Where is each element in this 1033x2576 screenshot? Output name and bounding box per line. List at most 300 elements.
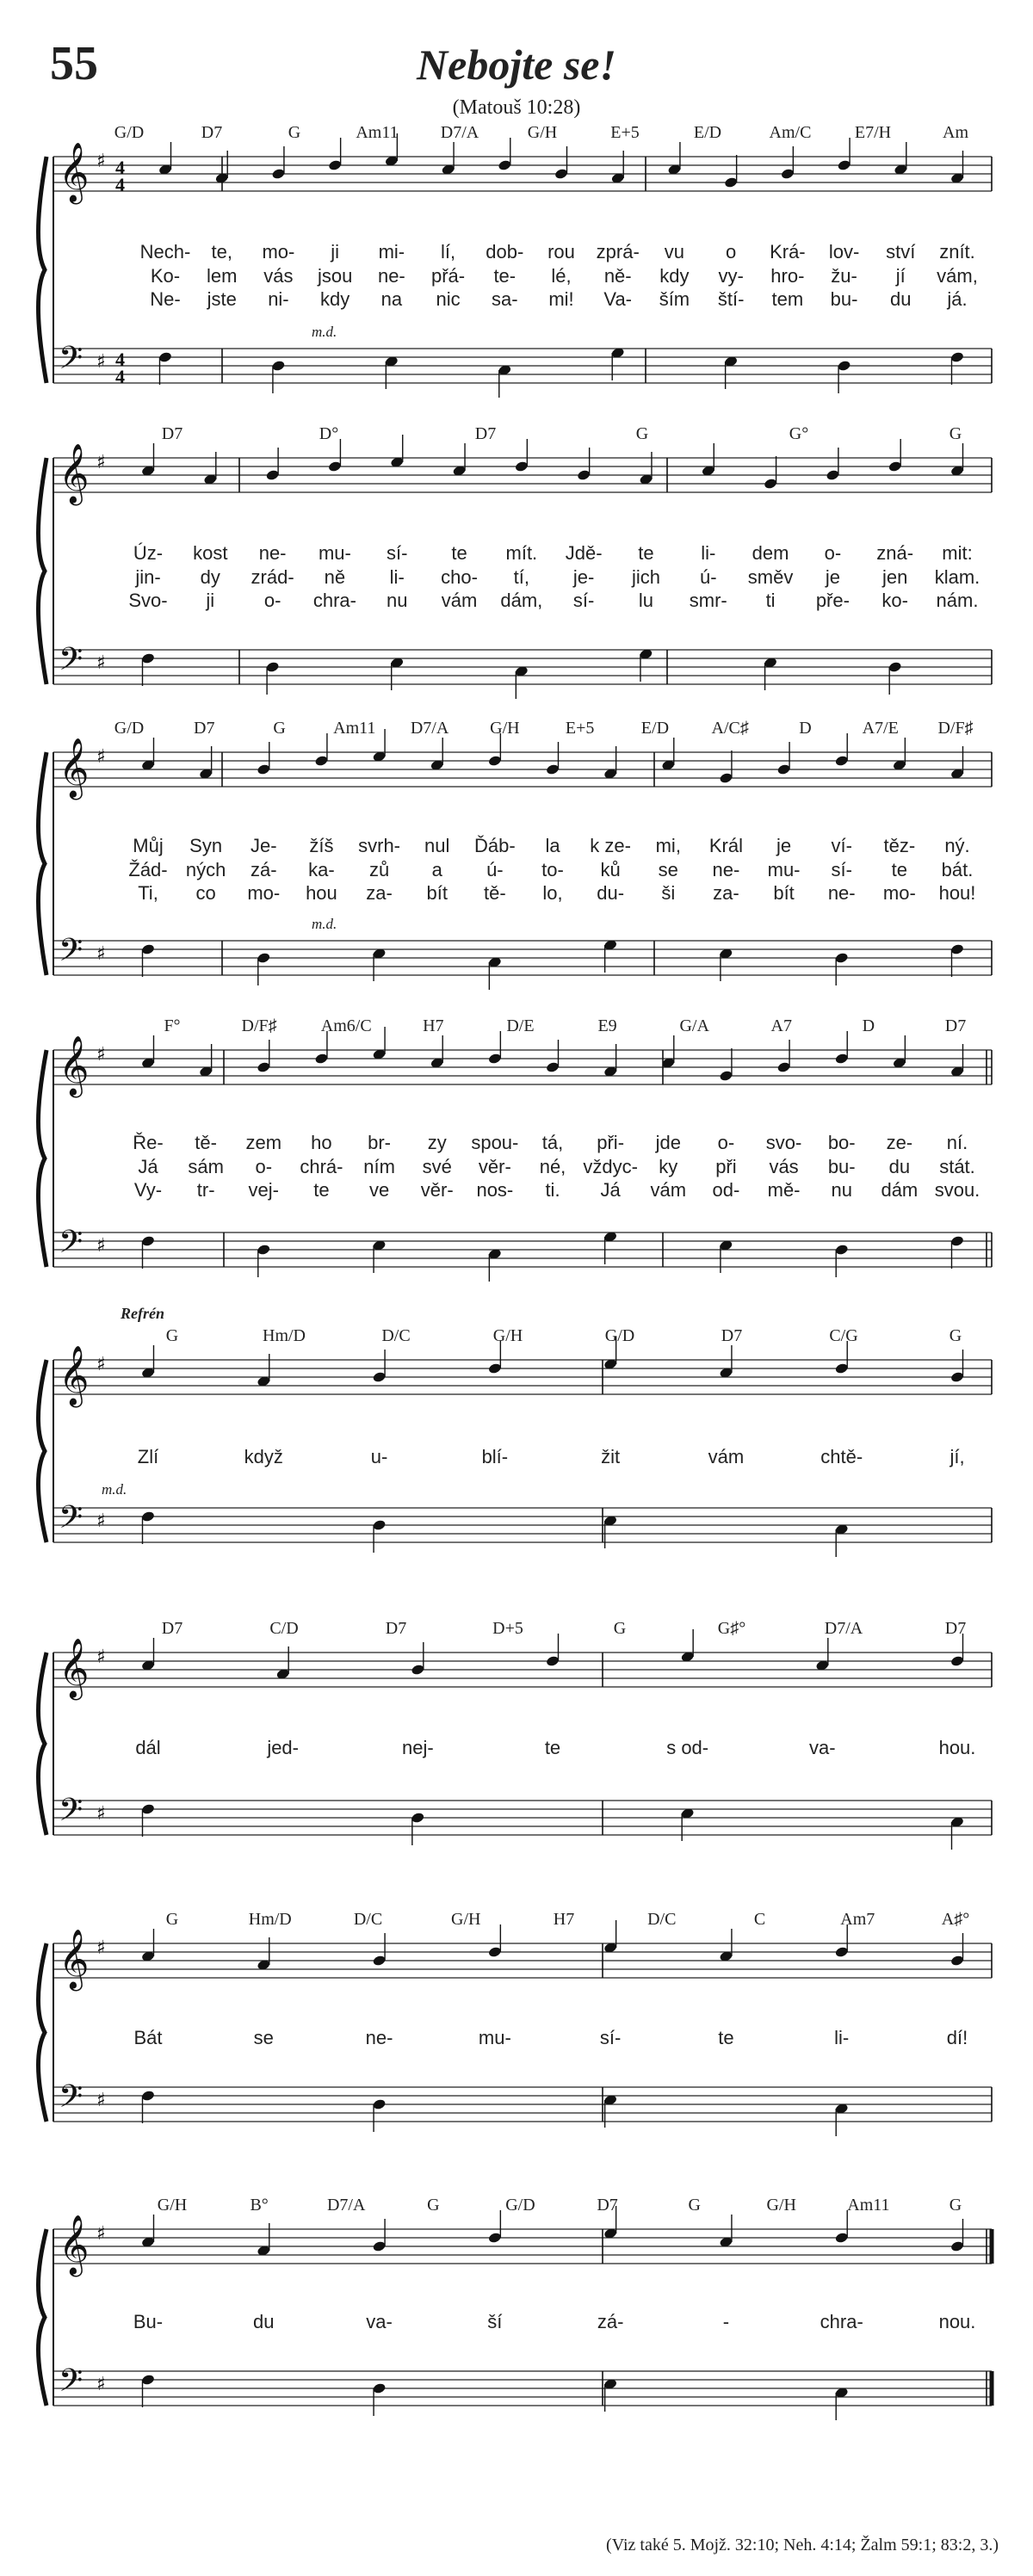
chord-symbol: G/H: [490, 719, 520, 738]
bass-clef: 𝄢: [59, 2363, 84, 2406]
lyric-syllable: své: [422, 1156, 452, 1177]
chord-symbol: Am: [943, 123, 968, 142]
lyric-syllable: ví-: [831, 835, 852, 856]
lyric-syllable: ní.: [946, 1132, 968, 1153]
lyric-syllable: chtě-: [820, 1446, 863, 1467]
chord-symbol: D/E: [506, 1016, 535, 1035]
lyric-syllable: nám.: [936, 590, 979, 611]
chord-symbol: G/D: [505, 2196, 535, 2215]
lyric-syllable: br-: [368, 1132, 392, 1153]
lyric-syllable: když: [244, 1446, 283, 1467]
chord-symbol: C: [753, 1910, 766, 1929]
lyric-syllable: ka-: [308, 859, 335, 880]
lyric-syllable: Syn: [189, 835, 223, 856]
time-signature: 4: [115, 157, 125, 178]
lyric-syllable: svo-: [765, 1132, 802, 1153]
treble-clef: 𝄞: [59, 1035, 90, 1096]
lyric-syllable: chra-: [820, 2311, 863, 2332]
chord-symbol: F°: [164, 1016, 181, 1035]
lyric-syllable: mu-: [767, 859, 801, 880]
lyric-syllable: te-: [493, 265, 516, 287]
chord-symbol: A7/E: [862, 719, 899, 738]
lyric-syllable: při: [715, 1156, 737, 1177]
lyric-syllable: Nech-: [139, 241, 191, 263]
lyric-syllable: Ko-: [150, 265, 181, 287]
lyric-syllable: já.: [947, 288, 968, 310]
chord-symbol: G: [288, 123, 301, 142]
chord-symbol: G/D: [114, 719, 145, 738]
lyric-syllable: ji: [331, 241, 340, 263]
chord-symbol: G: [949, 1326, 962, 1345]
lyric-syllable: ti: [765, 590, 776, 611]
lyric-syllable: hou.: [938, 1737, 976, 1758]
manual-dynamics-mark: m.d.: [312, 324, 337, 340]
lyric-syllable: dám: [881, 1179, 919, 1201]
lyric-syllable: žu-: [831, 265, 857, 287]
lyric-syllable: mo-: [882, 882, 916, 904]
chord-symbol: D7: [944, 1619, 967, 1638]
lyric-syllable: Vy-: [133, 1179, 163, 1201]
lyric-syllable: ne-: [258, 542, 287, 564]
lyric-syllable: Ti,: [138, 882, 158, 904]
lyric-syllable: te: [313, 1179, 330, 1201]
key-sharp: ♯: [96, 2223, 106, 2245]
chord-symbol: Am11: [333, 719, 376, 738]
lyric-syllable: nic: [436, 288, 461, 310]
lyric-syllable: li-: [701, 542, 716, 564]
lyric-syllable: nu: [386, 590, 408, 611]
lyric-syllable: ši: [661, 882, 676, 904]
lyric-syllable: lu: [638, 590, 654, 611]
lyric-syllable: mi,: [655, 835, 681, 856]
lyric-syllable: ni-: [268, 288, 289, 310]
manual-dynamics-mark: m.d.: [312, 916, 337, 932]
bass-clef: 𝄢: [59, 1792, 84, 1836]
lyric-syllable: jí: [895, 265, 906, 287]
chord-symbol: D+5: [492, 1619, 523, 1638]
lyric-syllable: nu: [831, 1179, 852, 1201]
lyric-syllable: přá-: [431, 265, 466, 287]
song-title: Nebojte se!: [417, 40, 616, 89]
lyric-syllable: ze-: [886, 1132, 913, 1153]
key-sharp: ♯: [96, 452, 106, 473]
lyric-syllable: chra-: [312, 590, 356, 611]
lyric-syllable: Já: [138, 1156, 158, 1177]
chord-symbol: D7: [474, 424, 497, 443]
lyric-syllable: jste: [207, 288, 237, 310]
lyric-syllable: ství: [886, 241, 916, 263]
lyric-syllable: ne-: [827, 882, 856, 904]
chord-symbol: A/C♯: [711, 719, 749, 738]
lyric-syllable: né,: [539, 1156, 566, 1177]
lyric-syllable: te: [451, 542, 467, 564]
lyric-syllable: ti.: [545, 1179, 560, 1201]
lyric-syllable: ním: [363, 1156, 395, 1177]
lyric-syllable: se: [658, 859, 678, 880]
chord-symbol: G: [273, 719, 286, 738]
chord-symbol: G/D: [114, 123, 145, 142]
lyric-syllable: bo-: [827, 1132, 856, 1153]
chord-symbol: B°: [250, 2196, 269, 2215]
lyric-syllable: te: [891, 859, 908, 880]
lyric-syllable: te: [544, 1737, 561, 1758]
chord-symbol: G/H: [451, 1910, 481, 1929]
lyric-syllable: va-: [366, 2311, 393, 2332]
lyric-syllable: ně-: [603, 265, 632, 287]
lyric-syllable: smr-: [689, 590, 727, 611]
lyric-syllable: jed-: [267, 1737, 300, 1758]
brace: [38, 1652, 46, 1835]
key-sharp: ♯: [96, 1803, 106, 1825]
lyric-syllable: klam.: [934, 566, 980, 588]
lyric-syllable: mít.: [505, 542, 538, 564]
brace: [38, 1943, 46, 2122]
lyric-syllable: bít: [773, 882, 795, 904]
lyric-syllable: zá-: [597, 2311, 624, 2332]
chord-symbol: D/C: [381, 1326, 411, 1345]
key-sharp: ♯: [96, 1646, 106, 1668]
lyric-syllable: pře-: [815, 590, 850, 611]
bass-clef: 𝄢: [59, 340, 84, 384]
chord-symbol: G: [165, 1326, 179, 1345]
lyric-syllable: vej-: [248, 1179, 280, 1201]
chord-symbol: D7: [944, 1016, 967, 1035]
lyric-syllable: za-: [366, 882, 393, 904]
lyric-syllable: bu-: [830, 288, 858, 310]
lyric-syllable: sa-: [492, 288, 518, 310]
chord-symbol: E+5: [565, 719, 595, 738]
lyric-syllable: mi!: [548, 288, 574, 310]
lyric-syllable: Jdě-: [565, 542, 603, 564]
lyric-syllable: lov-: [828, 241, 860, 263]
lyric-syllable: ný.: [944, 835, 970, 856]
lyric-syllable: tí,: [513, 566, 530, 588]
lyric-syllable: ně: [324, 566, 346, 588]
chord-symbol: G: [949, 2196, 962, 2215]
lyric-syllable: při-: [597, 1132, 625, 1153]
lyric-syllable: ho: [311, 1132, 332, 1153]
lyric-syllable: nos-: [476, 1179, 514, 1201]
lyric-syllable: Žád-: [128, 859, 168, 880]
chord-symbol: D7: [597, 2196, 618, 2215]
key-sharp: ♯: [96, 943, 106, 965]
chord-symbol: D: [862, 1016, 875, 1035]
key-sharp: ♯: [96, 652, 106, 674]
lyric-syllable: li-: [389, 566, 405, 588]
lyric-syllable: s od-: [666, 1737, 709, 1758]
chord-symbol: D7/A: [410, 719, 449, 738]
lyric-syllable: blí-: [481, 1446, 509, 1467]
lyric-syllable: o: [726, 241, 737, 263]
lyric-syllable: ve: [368, 1179, 390, 1201]
lyric-syllable: o-: [263, 590, 281, 611]
chord-symbol: G♯°: [717, 1619, 746, 1638]
chord-symbol: D7/A: [326, 2196, 366, 2215]
chord-symbol: H7: [423, 1016, 444, 1035]
lyric-syllable: ných: [185, 859, 226, 880]
lyric-syllable: svou.: [934, 1179, 980, 1201]
refrain-label: Refrén: [121, 1305, 164, 1322]
lyric-syllable: zá-: [251, 859, 277, 880]
lyric-syllable: te,: [211, 241, 232, 263]
lyric-syllable: dy: [200, 566, 220, 588]
lyric-syllable: mo-: [247, 882, 281, 904]
lyric-syllable: rou: [547, 241, 575, 263]
chord-symbol: E/D: [693, 123, 722, 142]
chord-symbol: G: [635, 424, 649, 443]
chord-symbol: E9: [597, 1016, 617, 1035]
lyric-syllable: zy: [427, 1132, 447, 1153]
lyric-syllable: Bu-: [133, 2311, 164, 2332]
lyric-syllable: tě-: [484, 882, 506, 904]
lyric-syllable: te: [638, 542, 654, 564]
lyric-syllable: lí,: [441, 241, 456, 263]
lyric-syllable: Ne-: [150, 288, 181, 310]
chord-symbol: G/A: [679, 1016, 709, 1035]
lyric-syllable: těz-: [883, 835, 916, 856]
chord-symbol: G°: [789, 424, 809, 443]
key-sharp: ♯: [96, 1354, 106, 1375]
chord-symbol: E7/H: [854, 123, 892, 142]
lyric-syllable: du: [253, 2311, 275, 2332]
lyric-syllable: dem: [752, 542, 789, 564]
lyric-syllable: bít: [426, 882, 448, 904]
lyric-syllable: směv: [747, 566, 794, 588]
brace: [38, 1360, 46, 1542]
key-sharp: ♯: [96, 1510, 106, 1532]
key-sharp: ♯: [96, 351, 106, 373]
lyric-syllable: žit: [601, 1446, 621, 1467]
lyric-syllable: lem: [206, 265, 238, 287]
lyric-syllable: Krá-: [770, 241, 806, 263]
chord-symbol: D: [799, 719, 812, 738]
chord-symbol: Am7: [840, 1910, 875, 1929]
lyric-syllable: kost: [193, 542, 228, 564]
lyric-syllable: jin-: [135, 566, 161, 588]
lyric-syllable: zů: [368, 859, 390, 880]
chord-symbol: D7/A: [824, 1619, 863, 1638]
lyric-syllable: ji: [206, 590, 215, 611]
lyric-syllable: sí-: [387, 542, 408, 564]
lyric-syllable: vám: [708, 1446, 745, 1467]
lyric-syllable: vždyc-: [583, 1156, 638, 1177]
chord-symbol: A♯°: [941, 1910, 970, 1929]
lyric-syllable: va-: [809, 1737, 836, 1758]
lyric-syllable: o-: [255, 1156, 273, 1177]
chord-symbol: E+5: [610, 123, 640, 142]
bass-clef: 𝄢: [59, 2079, 84, 2122]
chord-symbol: G: [949, 424, 962, 443]
brace: [38, 458, 46, 684]
lyric-syllable: zrád-: [251, 566, 294, 588]
key-sharp: ♯: [96, 151, 106, 172]
chord-symbol: Am11: [847, 2196, 890, 2215]
lyric-syllable: mit:: [942, 542, 973, 564]
lyric-syllable: hro-: [770, 265, 805, 287]
lyric-syllable: dám,: [500, 590, 543, 611]
lyric-syllable: kdy: [320, 288, 350, 310]
treble-clef: 𝄞: [59, 738, 90, 798]
hymn-number: 55: [50, 37, 98, 90]
lyric-syllable: vám,: [937, 265, 978, 287]
chord-symbol: E/D: [640, 719, 670, 738]
lyric-syllable: věr-: [420, 1179, 454, 1201]
chord-symbol: G/D: [604, 1326, 635, 1345]
treble-clef: 𝄞: [59, 1638, 90, 1698]
lyric-syllable: jde: [655, 1132, 681, 1153]
key-sharp: ♯: [96, 1044, 106, 1066]
chord-symbol: D7: [385, 1619, 407, 1638]
lyric-syllable: k ze-: [590, 835, 631, 856]
lyric-syllable: bát.: [941, 859, 974, 880]
lyric-syllable: stát.: [939, 1156, 975, 1177]
lyric-syllable: zprá-: [596, 241, 640, 263]
scripture-reference: (Matouš 10:28): [452, 96, 581, 119]
lyric-syllable: je: [776, 835, 792, 856]
chord-symbol: D/F♯: [937, 719, 974, 738]
brace: [38, 1050, 46, 1267]
lyric-syllable: vám: [441, 590, 478, 611]
lyric-syllable: mi-: [378, 241, 405, 263]
chord-symbol: Hm/D: [248, 1910, 292, 1929]
lyric-syllable: vám: [650, 1179, 687, 1201]
lyric-syllable: vy-: [718, 265, 744, 287]
chord-symbol: Hm/D: [263, 1326, 306, 1345]
lyric-syllable: tá,: [541, 1132, 564, 1153]
lyric-syllable: vás: [263, 265, 294, 287]
lyric-syllable: Král: [708, 835, 743, 856]
lyric-syllable: la: [545, 835, 560, 856]
lyric-syllable: chrá-: [300, 1156, 343, 1177]
lyric-syllable: tě-: [195, 1132, 217, 1153]
lyric-syllable: lo,: [542, 882, 563, 904]
lyric-syllable: ne-: [712, 859, 740, 880]
chord-symbol: Am6/C: [320, 1016, 372, 1035]
time-signature: 4: [115, 366, 125, 387]
chord-symbol: G: [688, 2196, 701, 2215]
lyric-syllable: se: [253, 2027, 274, 2048]
lyric-syllable: nou.: [938, 2311, 976, 2332]
chord-symbol: H7: [553, 1910, 575, 1929]
lyric-syllable: Je-: [251, 835, 277, 856]
lyric-syllable: zem: [245, 1132, 282, 1153]
lyric-syllable: ků: [600, 859, 621, 880]
lyric-syllable: jsou: [317, 265, 353, 287]
treble-clef: 𝄞: [59, 1345, 90, 1405]
lyric-syllable: -: [722, 2311, 730, 2332]
lyric-syllable: du: [888, 1156, 911, 1177]
lyric-syllable: du: [890, 288, 912, 310]
chord-symbol: D7: [201, 123, 223, 142]
treble-clef: 𝄞: [59, 142, 90, 202]
chord-symbol: D/C: [353, 1910, 383, 1929]
lyric-syllable: jen: [882, 566, 908, 588]
lyric-syllable: dob-: [486, 241, 524, 263]
lyric-syllable: za-: [713, 882, 739, 904]
treble-clef: 𝄞: [59, 443, 90, 503]
lyric-syllable: Ře-: [133, 1132, 164, 1153]
time-signature: 4: [115, 174, 125, 195]
lyric-syllable: vás: [769, 1156, 799, 1177]
chord-symbol: G/H: [527, 123, 558, 142]
lyric-syllable: Va-: [603, 288, 633, 310]
lyric-syllable: Zlí: [137, 1446, 159, 1467]
chord-symbol: D/F♯: [241, 1016, 277, 1035]
time-signature: 4: [115, 349, 125, 370]
lyric-syllable: tem: [771, 288, 804, 310]
lyric-syllable: ští-: [717, 288, 745, 310]
lyric-syllable: u-: [370, 1446, 388, 1467]
lyric-syllable: du-: [597, 882, 625, 904]
brace: [38, 752, 46, 975]
key-sharp: ♯: [96, 2090, 106, 2111]
lyric-syllable: bu-: [827, 1156, 856, 1177]
lyric-syllable: ne-: [377, 265, 405, 287]
lyric-syllable: hou!: [938, 882, 976, 904]
lyric-syllable: dál: [135, 1737, 161, 1758]
lyric-syllable: o-: [824, 542, 842, 564]
lyric-syllable: lé,: [551, 265, 572, 287]
lyric-syllable: kdy: [659, 265, 690, 287]
chord-symbol: G: [613, 1619, 627, 1638]
lyric-syllable: Úz-: [133, 542, 164, 564]
lyric-syllable: Bát: [133, 2027, 163, 2048]
chord-symbol: D7: [194, 719, 215, 738]
chord-symbol: D7: [721, 1326, 743, 1345]
lyric-syllable: spou-: [471, 1132, 519, 1153]
chord-symbol: G: [165, 1910, 179, 1929]
key-sharp: ♯: [96, 1937, 106, 1959]
lyric-syllable: od-: [712, 1179, 740, 1201]
lyric-syllable: znít.: [939, 241, 975, 263]
chord-symbol: A7: [770, 1016, 793, 1035]
lyric-syllable: ne-: [365, 2027, 393, 2048]
lyric-syllable: ú-: [699, 566, 717, 588]
lyric-syllable: jich: [631, 566, 660, 588]
lyric-syllable: mu-: [478, 2027, 511, 2048]
lyric-syllable: Můj: [133, 835, 164, 856]
key-sharp: ♯: [96, 746, 106, 768]
chord-symbol: D7: [161, 424, 183, 443]
lyric-syllable: hou: [306, 882, 337, 904]
lyric-syllable: ší: [487, 2311, 503, 2332]
lyric-syllable: o-: [717, 1132, 735, 1153]
lyric-syllable: co: [195, 882, 216, 904]
chord-symbol: C/D: [269, 1619, 299, 1638]
lyric-syllable: Já: [600, 1179, 621, 1201]
chord-symbol: D/C: [647, 1910, 677, 1929]
key-sharp: ♯: [96, 1235, 106, 1257]
chord-symbol: D°: [319, 424, 339, 443]
chord-symbol: Am/C: [769, 123, 812, 142]
lyric-syllable: tr-: [196, 1179, 215, 1201]
lyric-syllable: cho-: [441, 566, 478, 588]
lyric-syllable: sí-: [831, 859, 852, 880]
lyric-syllable: zná-: [876, 542, 914, 564]
lyric-syllable: svrh-: [358, 835, 401, 856]
lyric-syllable: nej-: [401, 1737, 434, 1758]
lyric-syllable: ú-: [486, 859, 504, 880]
lyric-syllable: Svo-: [128, 590, 168, 611]
lyric-syllable: je: [825, 566, 840, 588]
lyric-syllable: ko-: [881, 590, 908, 611]
lyric-syllable: mo-: [262, 241, 295, 263]
bass-clef: 𝄢: [59, 1499, 84, 1543]
lyric-syllable: nul: [424, 835, 450, 856]
chord-symbol: C/G: [829, 1326, 858, 1345]
chord-symbol: G: [427, 2196, 440, 2215]
lyric-syllable: te: [718, 2027, 734, 2048]
